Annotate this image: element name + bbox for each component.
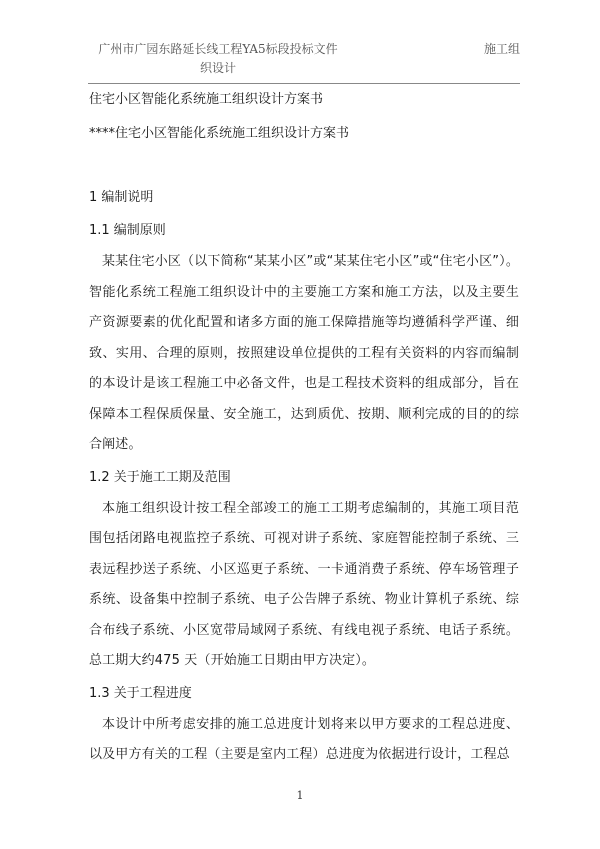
header-left	[88, 40, 348, 78]
document-subtitle: ****住宅小区智能化系统施工组织设计方案书	[89, 126, 350, 141]
blank-line	[89, 151, 519, 181]
header-title-line2: 织设计	[199, 61, 236, 75]
header-right: 施工组	[483, 42, 520, 56]
section-paragraph-1-1: 某某住宅小区（以下简称“某某小区”或“某某住宅小区”或“住宅小区”）。智能化系统工程施工组织设计中的主要施工方案和施工方法，以及主要生产资源要素的优化配置和诸多方面的施工保障措施等均遵循科学严谨、细致、实用、合理的原则，按照建设单位提供的工程有关资料的内容而编制的本设计是该工程施工中必备文件，也是工程技术资料的组成部分，旨在保障本工程保质保量、安全施工，达到质优、按期、顺利完成的目的的综合阐述。	[89, 254, 519, 452]
document-body	[89, 83, 519, 771]
page-header	[88, 40, 520, 82]
section-heading-1: 1 编制说明	[89, 190, 154, 205]
section-heading-1-2: 1.2 关于施工工期及范围	[89, 469, 231, 485]
section-paragraph-1-3: 本设计中所考虑安排的施工总进度计划将来以甲方要求的工程总进度、以及甲方有关的工程（主要是室内工程）总进度为依据进行设计，工程总	[89, 716, 519, 762]
document-title: 住宅小区智能化系统施工组织设计方案书	[89, 92, 324, 107]
page-number: 1	[296, 789, 304, 802]
section-heading-1-1: 1.1 编制原则	[89, 223, 166, 238]
header-title-line1: 广州市广园东路延长线工程YA5标段投标文件	[98, 42, 338, 56]
section-paragraph-1-2: 本施工组织设计按工程全部竣工的施工工期考虑编制的，其施工项目范围包括闭路电视监控子系统、可视对讲子系统、家庭智能控制子系统、三表远程抄送子系统、小区巡更子系统、一卡通消费子系统、停车场管理子系统、设备集中控制子系统、电子公告牌子系统、物业计算机子系统、综合布线子系统、小区宽带局域网子系统、有线电视子系统、电话子系统。总工期大约475 天（开始施工日期由甲方决定）。	[89, 500, 519, 668]
section-heading-1-3: 1.3 关于工程进度	[89, 685, 192, 701]
